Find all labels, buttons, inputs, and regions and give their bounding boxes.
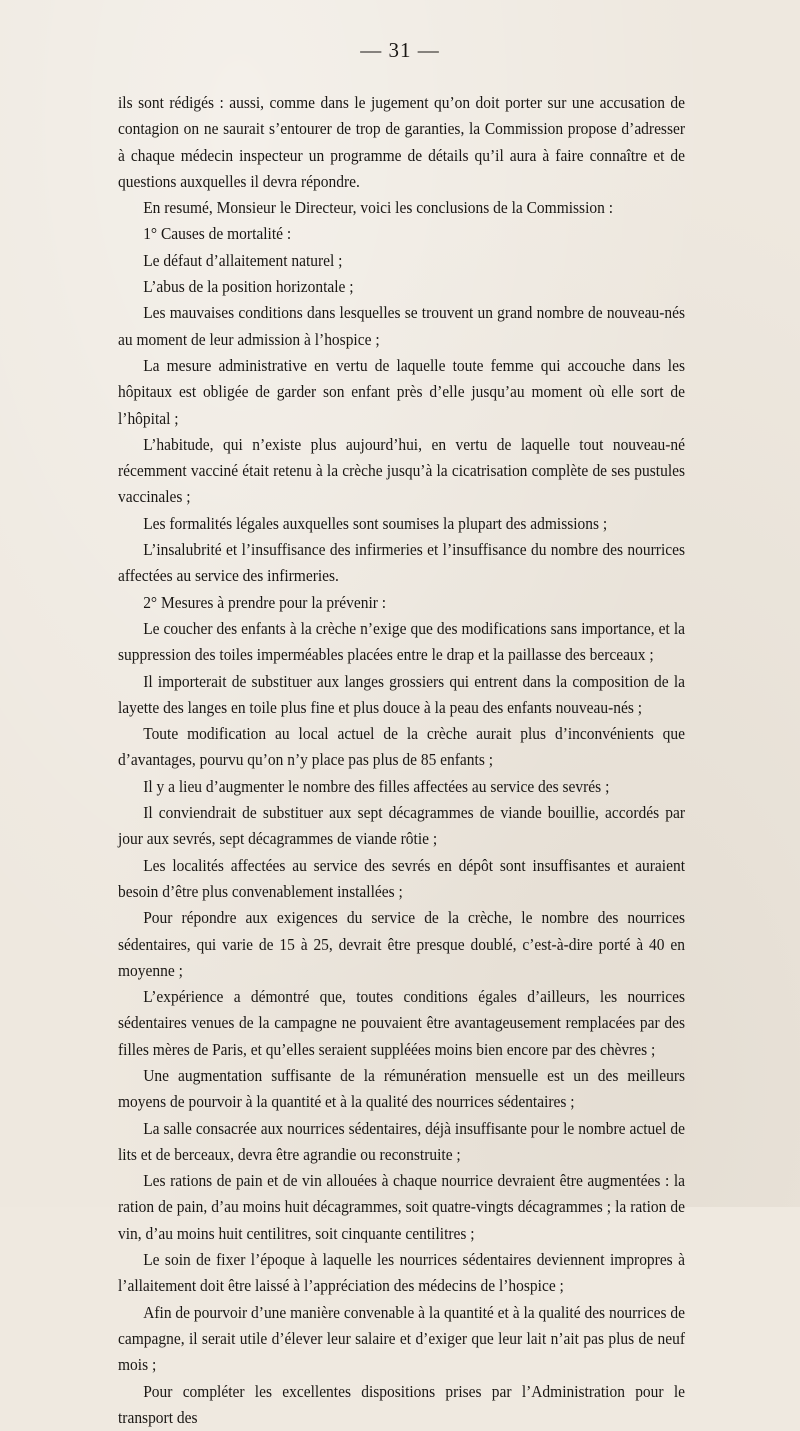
paragraph-12: Le coucher des enfants à la crèche n’exige que des modifications sans importance, et la suppression des toiles imperméables placées entre le drap et la paillasse des berceaux ; xyxy=(118,618,685,665)
paragraph-4: Le défaut d’allaitement naturel ; xyxy=(143,250,343,270)
paragraph-3: 1° Causes de mortalité : xyxy=(143,224,292,244)
paragraph-18: Pour répondre aux exigences du service de la crèche, le nombre des nourrices sédentaires, qui varie de 15 à 25, devrait être presque doublé, c’est-à-dire porté à 40 en moyenne ; xyxy=(118,908,685,980)
paragraph-8: L’habitude, qui n’existe plus aujourd’hui, en vertu de laquelle tout nouveau-né récemment vacciné était retenu à la crèche jusqu’à la cicatrisation complète de ses pustules vaccinales ; xyxy=(118,434,685,507)
paragraph-15: Il y a lieu d’augmenter le nombre des filles affectées au service des sevrés ; xyxy=(143,776,610,796)
paragraph-13: Il importerait de substituer aux langes grossiers qui entrent dans la composition de la layette des langes en toile plus fine et plus douce à la peau des enfants nouveau-nés ; xyxy=(118,671,685,717)
page-number: — 31 — xyxy=(360,38,440,62)
paragraph-2: En resumé, Monsieur le Directeur, voici les conclusions de la Commission : xyxy=(143,198,613,218)
body-text xyxy=(118,90,685,1431)
paragraph-16: Il conviendrait de substituer aux sept décagrammes de viande bouillie, accordés par jour aux sevrés, sept décagrammes de viande rôtie ; xyxy=(118,803,685,849)
paragraph-5: L’abus de la position horizontale ; xyxy=(143,277,354,297)
paragraph-24: Afin de pourvoir d’une manière convenable à la quantité et à la qualité des nourrices de campagne, il serait utile d’élever leur salaire et d’exiger que leur lait n’ait pas plus de neuf mois ; xyxy=(118,1302,685,1375)
paragraph-25: Pour compléter les excellentes dispositions prises par l’Administration pour le transport des xyxy=(118,1381,685,1427)
paragraph-1: ils sont rédigés : aussi, comme dans le jugement qu’on doit porter sur une accusation de contagion on ne saurait s’entourer de trop de garanties, la Commission propose d’adresser à chaque médecin inspecteur un programme de détails qu’il aura à faire connaître et de questions auxquelles il devra répondre. xyxy=(118,93,685,191)
paragraph-23: Le soin de fixer l’époque à laquelle les nourrices sédentaires deviennent impropres à l’allaitement doit être laissé à l’appréciation des médecins de l’hospice ; xyxy=(118,1250,685,1296)
paragraph-10: L’insalubrité et l’insuffisance des infirmeries et l’insuffisance du nombre des nourrices affectées au service des infirmeries. xyxy=(118,540,685,586)
paragraph-11: 2° Mesures à prendre pour la prévenir : xyxy=(143,592,387,612)
paragraph-21: La salle consacrée aux nourrices sédentaires, déjà insuffisante pour le nombre actuel de lits et de berceaux, devra être agrandie ou reconstruite ; xyxy=(118,1118,685,1164)
paragraph-7: La mesure administrative en vertu de laquelle toute femme qui accouche dans les hôpitaux est obligée de garder son enfant près d’elle jusqu’au moment où elle sort de l’hôpital ; xyxy=(118,355,685,428)
paragraph-20: Une augmentation suffisante de la rémunération mensuelle est un des meilleurs moyens de pourvoir à la quantité et à la qualité des nourrices sédentaires ; xyxy=(118,1065,685,1112)
paragraph-17: Les localités affectées au service des sevrés en dépôt sont insuffisantes et auraient besoin d’être plus convenablement installées ; xyxy=(118,855,685,901)
paragraph-22: Les rations de pain et de vin allouées à chaque nourrice devraient être augmentées : la ration de pain, d’au moins huit décagrammes, soit quatre-vingts décagrammes ; la ration de vin, d’au moins huit centilitres, soit cinquante centilitres ; xyxy=(118,1171,685,1243)
paragraph-9: Les formalités légales auxquelles sont soumises la plupart des admissions ; xyxy=(143,513,608,533)
paragraph-6: Les mauvaises conditions dans lesquelles se trouvent un grand nombre de nouveau-nés au moment de leur admission à l’hospice ; xyxy=(118,303,685,349)
paragraph-14: Toute modification au local actuel de la crèche aurait plus d’inconvénients que d’avantages, pourvu qu’on n’y place pas plus de 85 enfants ; xyxy=(118,724,685,770)
paragraph-19: L’expérience a démontré que, toutes conditions égales d’ailleurs, les nourrices sédentaires venues de la campagne ne pouvaient être avantageusement remplacées par des filles mères de Paris, et qu’elles seraient suppléées moins bien encore par des chèvres ; xyxy=(118,987,685,1059)
